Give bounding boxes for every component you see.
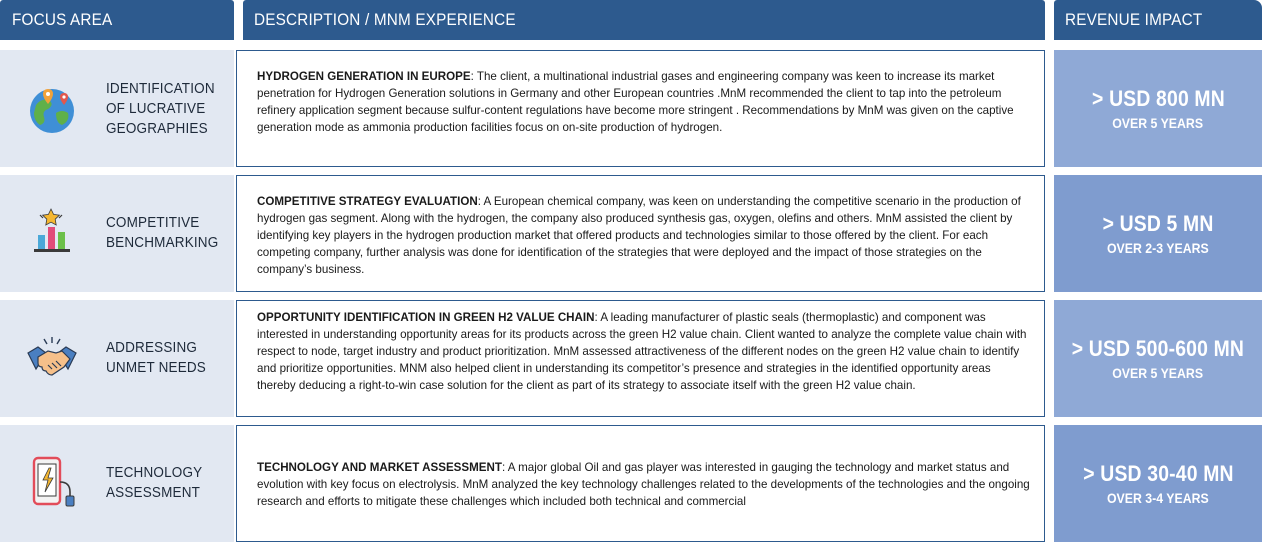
row-1-description: HYDROGEN GENERATION IN EUROPE: The client, a multinational industrial gases and engineering company was keen to increase its market penetration for Hydrogen Generation solutions in Germany and other European countries .MnM recommended the client to tap into the petroleum refinery application segment because sulfur-content regulations have become more stringent . Recommendations by MnM was given on the captive generation mode as ammonia production facilities focus on on-site production of hydrogen.: [257, 70, 1014, 134]
row-3-revenue-value: > USD 500-600 MN: [1071, 335, 1245, 361]
row-2-revenue-period: OVER 2-3 YEARS: [1107, 239, 1209, 256]
row-2-focus-label: COMPETITIVE BENCHMARKING: [106, 214, 219, 251]
handshake-icon: [26, 333, 78, 385]
row-2-revenue-value: > USD 5 MN: [1102, 210, 1214, 236]
row-3-revenue-period: OVER 5 YEARS: [1112, 364, 1204, 381]
globe-pins-icon: [26, 83, 78, 135]
row-3-revenue-cell: [1054, 300, 1262, 417]
row-4-description-cell: [236, 425, 1045, 542]
row-4-revenue-value: > USD 30-40 MN: [1082, 460, 1234, 486]
row-1-revenue-value: > USD 800 MN: [1091, 85, 1225, 111]
phone-charging-icon: [26, 456, 78, 508]
row-1-revenue-period: OVER 5 YEARS: [1112, 114, 1204, 131]
header-focus-area: FOCUS AREA: [0, 0, 234, 40]
row-3-description: OPPORTUNITY IDENTIFICATION IN GREEN H2 VALUE CHAIN: A leading manufacturer of plastic seals (thermoplastic) and component was interested in understanding opportunity areas for its products across the green H2 value chain. Client wanted to analyze the complete value chain with respect to node, target industry and product prioritization. MnM assessed attractiveness of the different nodes on the green H2 value chain to identify and prioritize opportunities. MNM also helped client in understanding its competitor’s presence and strategies in the identified opportunity areas thereby deducing a right-to-win case solution for the client as part of its strategy to associate itself with the green H2 value chain.: [257, 311, 1027, 392]
row-4-description: TECHNOLOGY AND MARKET ASSESSMENT: A major global Oil and gas player was interested in gauging the technology and market status and evolution with key focus on electrolysis. MnM analyzed the key technology challenges related to the developments of the technologies and the ongoing research and efforts to mitigate these challenges which included both technical and commercial: [257, 461, 1030, 508]
row-3-description-cell: [236, 300, 1045, 417]
row-1-revenue-cell: [1054, 50, 1262, 167]
row-1-focus-label: IDENTIFICATION OF LUCRATIVE GEOGRAPHIES: [106, 80, 215, 137]
bar-chart-star-icon: [26, 205, 78, 257]
header-revenue-impact: REVENUE IMPACT: [1054, 0, 1262, 40]
row-1-focus-cell: [0, 50, 234, 167]
row-1-description-cell: [236, 50, 1045, 167]
row-2-description-cell: [236, 175, 1045, 292]
row-3-focus-label: ADDRESSING UNMET NEEDS: [106, 339, 206, 376]
row-4-revenue-period: OVER 3-4 YEARS: [1107, 489, 1209, 506]
row-2-revenue-cell: [1054, 175, 1262, 292]
row-2-description: COMPETITIVE STRATEGY EVALUATION: A European chemical company, was keen on understanding the competitive scenario in the production of hydrogen gas segment. Along with the hydrogen, the company also produced synthesis gas, oxygen, olefins and others. MnM assisted the client by identifying key players in the hydrogen production market that offered products and technologies similar to those offered by the client. For each competing company, further analysis was done for identification of the strategies that were deployed and the impact of those strategies on the company’s business.: [257, 195, 1021, 276]
header-description: DESCRIPTION / MNM EXPERIENCE: [243, 0, 1045, 40]
row-4-focus-cell: [0, 425, 234, 542]
row-2-focus-cell: [0, 175, 234, 292]
row-4-revenue-cell: [1054, 425, 1262, 542]
row-3-focus-cell: [0, 300, 234, 417]
row-4-focus-label: TECHNOLOGY ASSESSMENT: [106, 464, 203, 501]
